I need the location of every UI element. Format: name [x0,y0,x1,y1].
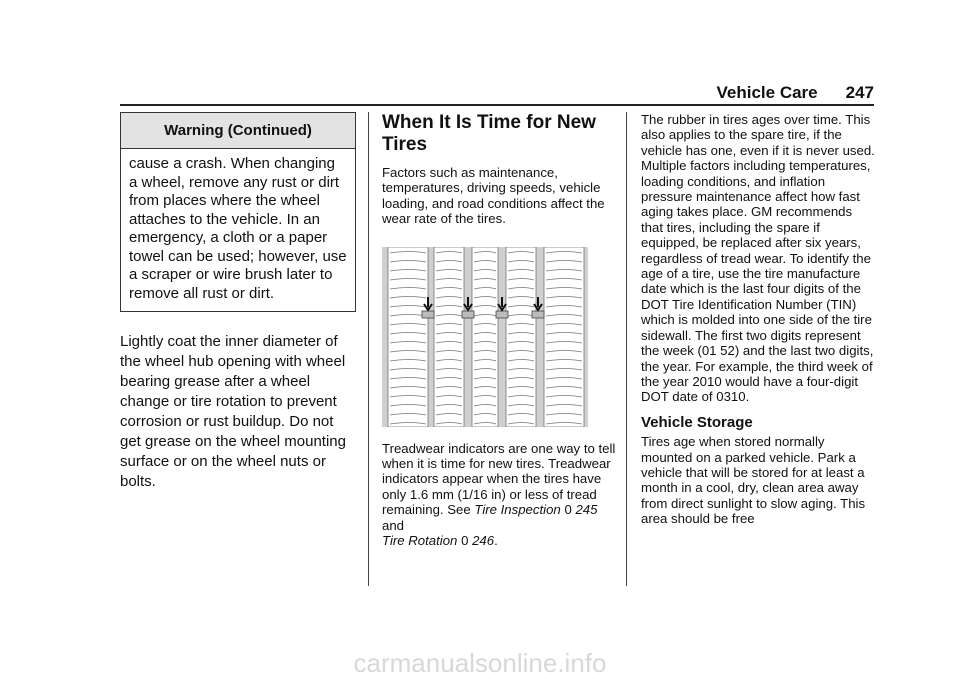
arrow-icon: 0 [564,502,572,518]
vehicle-storage-paragraph: Tires age when stored normally mounted on a parked vehicle. Park a vehicle that will be stored for at least a month in a cool, dry, clean area away from direct sunlight to slow aging. This area should be free [641,434,866,527]
warning-box [120,112,356,312]
wear-factors-paragraph: Factors such as maintenance, temperatures, driving speeds, vehicle loading, and road conditions affect the wear rate of the tires. [382,165,605,227]
column-1 [120,112,356,492]
column-2 [382,112,618,548]
tire-aging-paragraph: The rubber in tires ages over time. This also applies to the spare tire, if the vehicle has one, even if it is never used. Multiple factors including temperatures, loading conditions, and inflation pressure maintenance affect how fast aging takes place. GM recommends that tires, including the spare if equipped, be replaced after six years, regardless of tread wear. To identify the age of a tire, use the tire manufacture date which is the last four digits of the DOT Tire Identification Number (TIN) which is molded into one side of the tire sidewall. The first two digits represent the week (01 52) and the last two digits, the year. For example, the third week of the year 2010 would have a four-digit DOT date of 0310. [641,112,875,405]
page-number: 247 [845,83,874,102]
treadwear-paragraph: Treadwear indicators are one way to tell when it is time for new tires. Treadwear indicators appear when the tires have only 1.6 mm (1/16 in) or less of tread remaining. See Tire Inspection 0 245 and Tire Rotation 0 246. [382,440,616,549]
header-rule [120,104,874,106]
tire-rotation-link[interactable]: Tire Rotation [382,533,458,549]
warning-title: Warning (Continued) [121,113,355,149]
tire-inspection-link[interactable]: Tire Inspection [474,502,561,518]
column-divider [368,112,369,586]
column-3 [641,112,877,527]
arrow-icon: 0 [461,533,469,549]
section-title: Vehicle Care [716,83,818,102]
vehicle-storage-heading: Vehicle Storage [641,413,753,431]
hub-grease-paragraph: Lightly coat the inner diameter of the wheel hub opening with wheel bearing grease after a wheel change or tire rotation to prevent corrosion or rust buildup. Do not get grease on the wheel mounting surface or on the wheel nuts or bolts. [120,333,346,490]
watermark: carmanualsonline.info [353,648,607,678]
page-header [717,83,875,103]
page-ref[interactable]: 245 [575,502,598,518]
warning-body: cause a crash. When changing a wheel, remove any rust or dirt from places where the wheel attaches to the vehicle. In an emergency, a cloth or a paper towel can be used; however, use a scraper or wire brush later to remove all rust or dirt. [129,155,347,302]
treadwear-indicator-illustration [382,247,588,427]
column-divider [626,112,627,586]
page-ref[interactable]: 246 [472,533,495,549]
section-heading: When It Is Time for New Tires [382,112,596,155]
